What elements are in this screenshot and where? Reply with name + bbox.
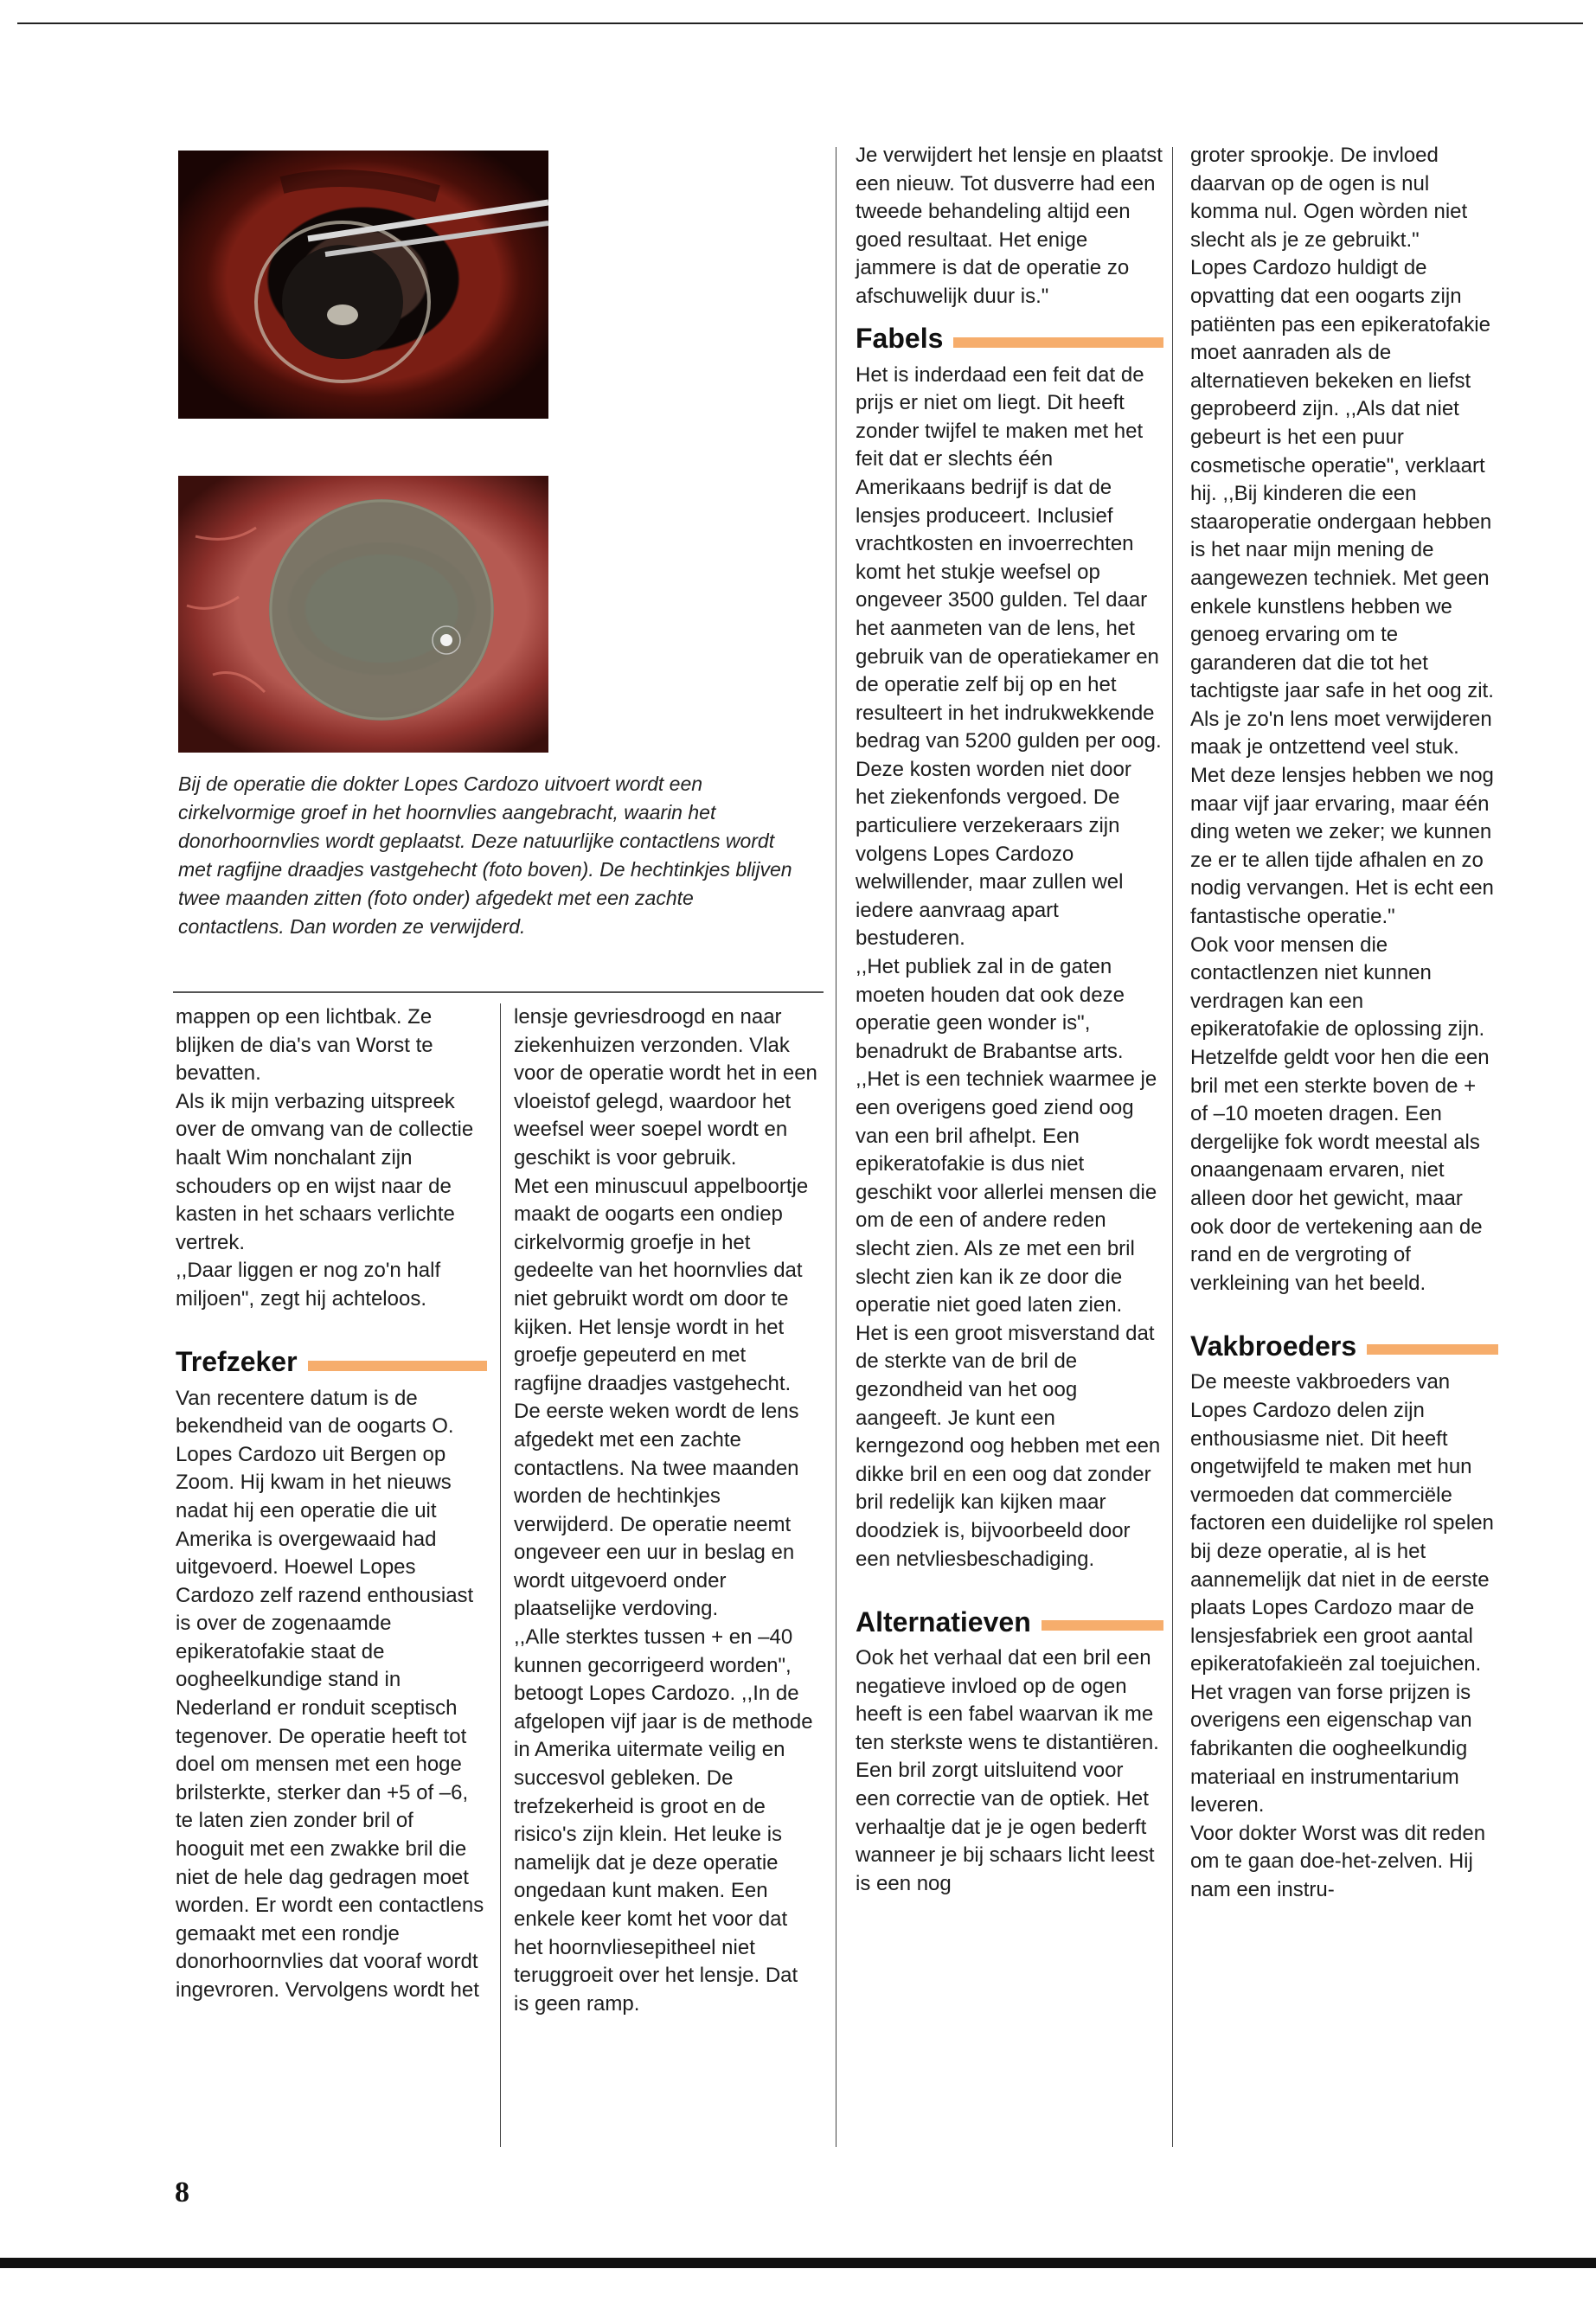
- paragraph: Het is inderdaad een feit dat de prijs er niet om liegt. Dit heeft zonder twijfel te maken met het feit dat er slechts één Amerikaans bedrijf is dat de lensjes produceert. Inclusief vrachtkosten en invoerrechten komt het stukje weefsel op ongeveer 3500 gulden. Tel daar het aanmeten van de lens, het gebruik van de operatiekamer en de operatie zelf bij op en het resulteert in het indrukwekkende bedrag van 5200 gulden per oog. Deze kosten worden niet door het ziekenfonds vergoed. De particuliere verzekeraars zijn volgens Lopes Cardozo welwillender, maar zullen wel iedere aanvraag apart bestuderen.: [856, 362, 1162, 951]
- column-divider: [500, 1003, 501, 2147]
- section-heading-label: Fabels: [856, 323, 944, 355]
- paragraph: Het vragen van forse prijzen is overigens een eigenschap van fabrikanten die oogheelkundig materiaal en instrumentarium leveren.: [1190, 1680, 1472, 1817]
- paragraph: Het is een groot misverstand dat de sterkte van de bril de gezondheid van het oog aangeeft. Je kunt een kerngezond oog hebben met een dikke bril en een oog dat zonder bril redelijk kan kijken maar doodziek is, bijvoorbeeld door een netvliesbeschadiging.: [856, 1321, 1161, 1571]
- accent-bar: [953, 337, 1163, 348]
- paragraph: Met een minuscuul appelboortje maakt de oogarts een ondiep cirkelvormig groefje in het gedeelte van het hoornvlies dat niet gebruikt wordt om door te kijken. Het lensje wordt in het groefje gepeuterd en met ragfijne draadjes vastgehecht. De eerste weken wordt de lens afgedekt met een zachte contactlens. Na twee maanden worden de hechtinkjes verwijderd. De operatie neemt ongeveer een uur in beslag en wordt uitgevoerd onder plaatselijke verdoving.: [514, 1174, 809, 1621]
- paragraph: ,,Alle sterktes tussen + en –40 kunnen gecorrigeerd worden", betoogt Lopes Cardozo. ,,In de afgelopen vijf jaar is de methode in Amerika uitermate veilig en succesvol gebleken. De trefzekerheid is groot en de risico's zijn klein. Het leuke is namelijk dat je deze operatie ongedaan kunt maken. Een enkele keer komt het voor dat het hoornvliesepitheel niet teruggroeit over het lensje. Dat is geen ramp.: [514, 1625, 813, 2016]
- paragraph: lensje gevriesdroogd en naar ziekenhuizen verzonden. Vlak voor de operatie wordt het in een vloeistof gelegd, waardoor het weefsel weer soepel wordt en geschikt is voor gebruik.: [514, 1005, 817, 1170]
- section-heading-fabels: [856, 320, 1163, 358]
- text-column-2: [514, 1003, 818, 2018]
- paragraph: Voor dokter Worst was dit reden om te gaan doe-het-zelven. Hij nam een instru-: [1190, 1821, 1486, 1902]
- section-heading-label: Trefzeker: [176, 1346, 298, 1378]
- column-divider: [1172, 147, 1173, 2147]
- paragraph: Ook voor mensen die contactlenzen niet kunnen verdragen kan een epikeratofakie de oplossing zijn. Hetzelfde geldt voor hen die een bril met een sterkte boven de + of –10 moeten dragen. Een dergelijke fok wordt meestal als onaangenaam ervaren, niet alleen door het gewicht, maar ook door de vertekening aan de rand en de vergroting of verkleining van het beeld.: [1190, 933, 1490, 1295]
- section-heading-vakbroeders: [1190, 1327, 1498, 1365]
- section-heading-label: Vakbroeders: [1190, 1330, 1357, 1362]
- photo-caption: Bij de operatie die dokter Lopes Cardozo uitvoert wordt een cirkelvormige groef in het hoornvlies aangebracht, waarin het donorhoornvlies wordt geplaatst. Deze natuurlijke contactlens wordt met ragfijne draadjes vastgehecht (foto boven). De hechtinkjes blijven twee maanden zitten (foto onder) afgedekt met een zachte contactlens. Dan worden ze verwijderd.: [178, 772, 792, 938]
- top-rule: [17, 22, 1583, 24]
- eye-surgery-photo-top: [178, 151, 548, 419]
- accent-bar: [1042, 1620, 1163, 1631]
- paragraph: Van recentere datum is de bekendheid van de oogarts O. Lopes Cardozo uit Bergen op Zoom. Hij kwam in het nieuws nadat hij een operatie die uit Amerika is overgewaaid had uitgevoerd. Hoewel Lopes Cardozo zelf razend enthousiast is over de zogenaamde epikeratofakie staat de oogheelkundige stand in Nederland er ronduit sceptisch tegenover. De operatie heeft tot doel om mensen met een hoge brilsterkte, sterker dan +5 of –6, te laten zien zonder bril of hooguit met een zwakke bril die niet de hele dag gedragen moet worden. Er wordt een contactlens gemaakt met een rondje donorhoornvlies dat vooraf wordt ingevroren. Vervolgens wordt het: [176, 1386, 484, 2002]
- paragraph: mappen op een lichtbak. Ze blijken de dia's van Worst te bevatten.: [176, 1005, 433, 1086]
- paragraph: ,,Daar liggen er nog zo'n half miljoen", zegt hij achteloos.: [176, 1259, 441, 1311]
- eye-surgery-photo-bottom: [178, 476, 548, 753]
- section-heading-alternatieven: [856, 1603, 1163, 1641]
- page-number: 8: [175, 2176, 189, 2208]
- paragraph: ,,Het publiek zal in de gaten moeten houden dat ook deze operatie geen wonder is", benadrukt de Brabantse arts. ,,Het is een techniek waarmee je een overigens goed ziend oog van een bril afhelpt. Een epikeratofakie is dus niet geschikt voor allerlei mensen die om de een of andere reden slecht zien. Als ze met een bril slecht zien kan ik ze door die operatie niet goed laten zien.: [856, 955, 1157, 1317]
- paragraph: De meeste vakbroeders van Lopes Cardozo delen zijn enthousiasme niet. Dit heeft ongetwijfeld te maken met hun vermoeden dat commerciële factoren een duidelijke rol spelen bij deze operatie, al is het aannemelijk dat niet in de eerste plaats Lopes Cardozo maar de lensjesfabriek een groot aantal epikeratofakieën zal toejuichen.: [1190, 1370, 1494, 1676]
- paragraph: Je verwijdert het lensje en plaatst een nieuw. Tot dusverre had een tweede behandeling altijd een goed resultaat. Het enige jammere is dat de operatie zo afschuwelijk duur is.": [856, 144, 1163, 308]
- text-column-1: [176, 1003, 487, 2005]
- accent-bar: [1367, 1344, 1498, 1355]
- caption-divider: [173, 991, 824, 993]
- section-heading-trefzeker: [176, 1343, 487, 1381]
- section-heading-label: Alternatieven: [856, 1606, 1031, 1638]
- accent-bar: [308, 1361, 487, 1371]
- text-column-3: [856, 142, 1163, 1898]
- text-column-4: [1190, 142, 1498, 1905]
- paragraph: groter sprookje. De invloed daarvan op de ogen is nul komma nul. Ogen wòrden niet slecht als je ze gebruikt.": [1190, 144, 1468, 252]
- bottom-rule: [0, 2258, 1596, 2268]
- paragraph: Lopes Cardozo huldigt de opvatting dat een oogarts zijn patiënten pas een epikeratofakie moet aanraden als de alternatieven bekeken en liefst geprobeerd zijn. ,,Als dat niet gebeurt is het een puur cosmetische operatie", verklaart hij. ,,Bij kinderen die een staaroperatie ondergaan hebben is het naar mijn mening de aangewezen techniek. Met geen enkele kunstlens hebben we genoeg ervaring om te garanderen dat die tot het tachtigste jaar safe in het oog zit. Als je zo'n lens moet verwijderen maak je ontzettend veel stuk. Met deze lensjes hebben we nog maar vijf jaar ervaring, maar één ding weten we zeker; we kunnen ze er te allen tijde afhalen en zo nodig vervangen. Het is echt een fantastische operatie.": [1190, 256, 1494, 929]
- paragraph: Als ik mijn verbazing uitspreek over de omvang van de collectie haalt Wim nonchalant zijn schouders op en wijst naar de kasten in het schaars verlichte vertrek.: [176, 1089, 474, 1254]
- paragraph: Ook het verhaal dat een bril een negatieve invloed op de ogen heeft is een fabel waarvan ik me ten sterkste wens te distantiëren. Een bril zorgt uitsluitend voor een correctie van de optiek. Het verhaaltje dat je je ogen bederft wanneer je bij schaars licht leest is een nog: [856, 1646, 1159, 1895]
